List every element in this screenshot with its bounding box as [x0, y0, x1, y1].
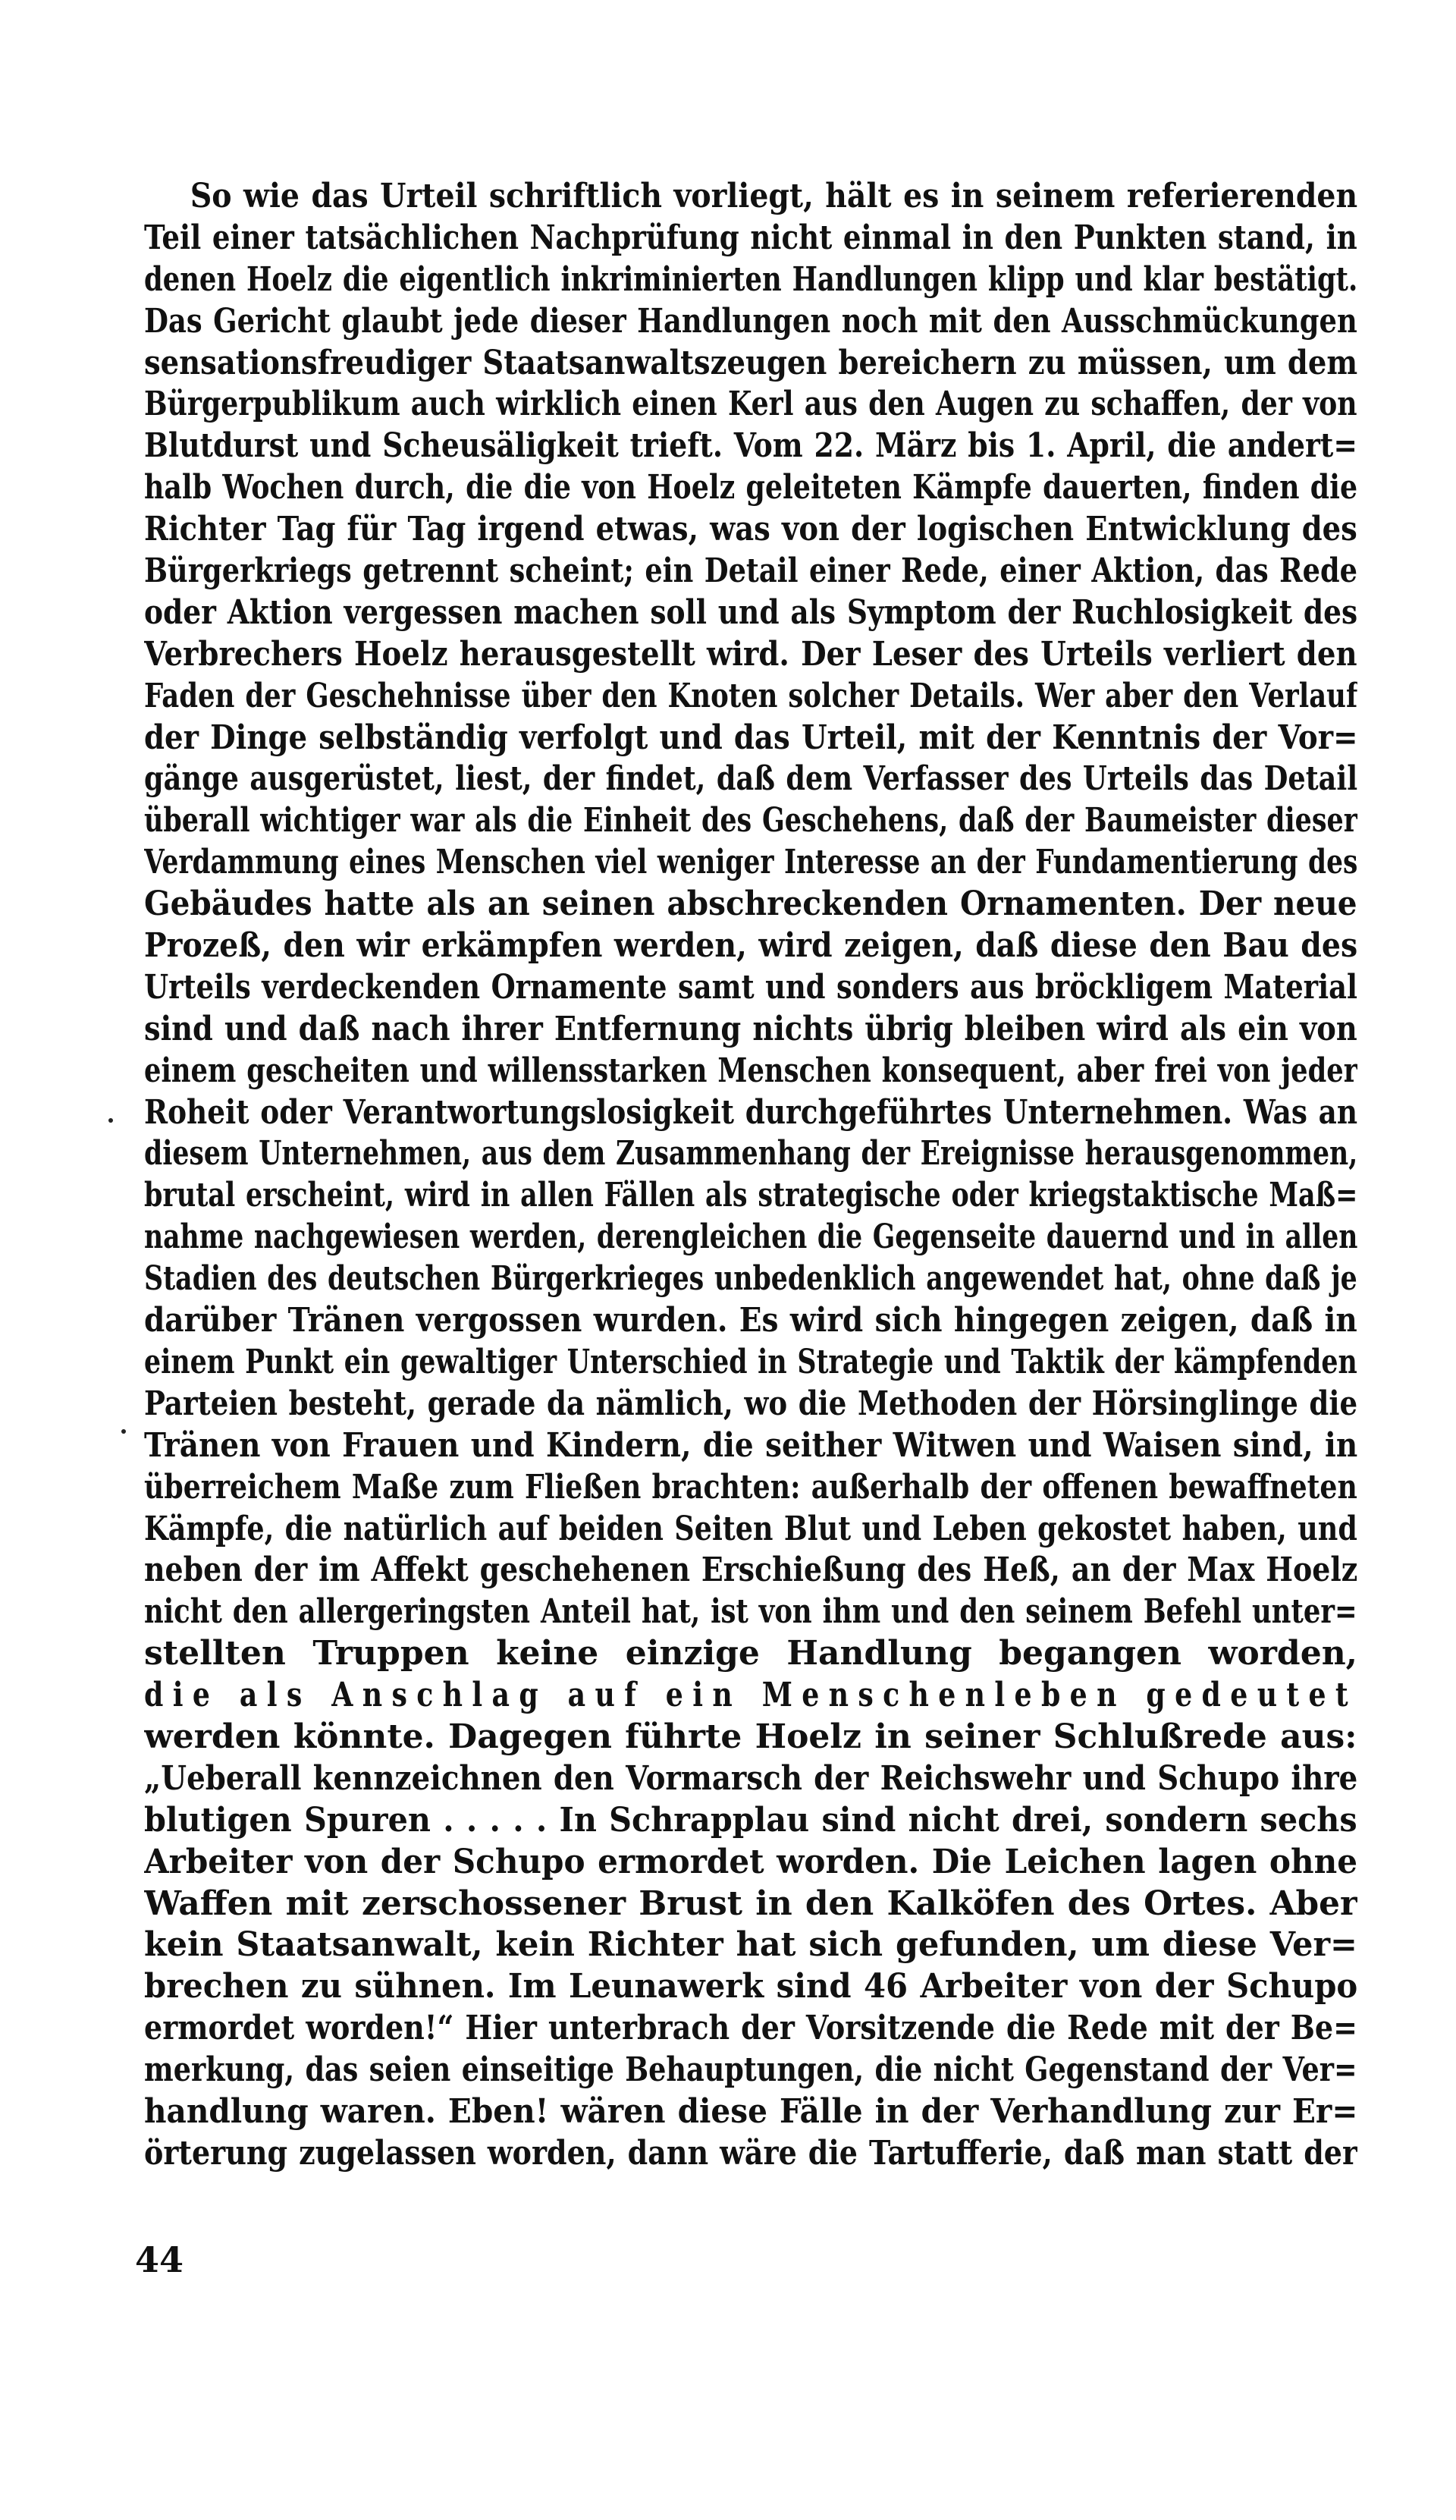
text-line: gänge ausgerüstet, liest, der findet, daß dem Verfasser des Urteils das Detail — [144, 759, 1358, 799]
text-line: Gebäudes hatte als an seinen abschreckenden Ornamenten. Der neue — [144, 885, 1357, 924]
text-line: nicht den allergeringsten Anteil hat, ist von ihm und den seinem Befehl unter= — [144, 1592, 1357, 1632]
text-line: Teil einer tatsächlichen Nachprüfung nicht einmal in den Punkten stand, in — [144, 218, 1357, 257]
text-line: merkung, das seien einseitige Behauptungen, die nicht Gegenstand der Ver= — [144, 2050, 1357, 2090]
text-line: ermordet worden!“ Hier unterbrach der Vorsitzende die Rede mit der Be= — [144, 2009, 1357, 2048]
text-line: werden könnte. Dagegen führte Hoelz in seiner Schlußrede aus: — [144, 1717, 1357, 1756]
text-line: Urteils verdeckenden Ornamente samt und sonders aus bröckligem Material — [144, 967, 1357, 1007]
text-line: Kämpfe, die natürlich auf beiden Seiten Blut und Leben gekostet haben, und — [144, 1509, 1357, 1548]
text-line: überall wichtiger war als die Einheit des Geschehens, daß der Baumeister dieser — [144, 801, 1358, 841]
text-line: Blutdurst und Scheusäligkeit trieft. Vom 22. März bis 1. April, die andert= — [144, 426, 1357, 466]
text-line: Waffen mit zerschossener Brust in den Kalköfen des Ortes. Aber — [144, 1884, 1357, 1923]
text-line: einem Punkt ein gewaltiger Unterschied in Strategie und Taktik der kämpfenden — [144, 1342, 1357, 1381]
text-line: halb Wochen durch, die die von Hoelz geleiteten Kämpfe dauerten, finden die — [144, 468, 1358, 507]
text-line: darüber Tränen vergossen wurden. Es wird sich hingegen zeigen, daß in — [144, 1301, 1357, 1340]
text-line: stellten Truppen keine einzige Handlung begangen worden, — [144, 1634, 1357, 1673]
text-line: Prozeß, den wir erkämpfen werden, wird zeigen, daß diese den Bau des — [144, 926, 1358, 966]
text-line: Bürgerpublikum auch wirklich einen Kerl aus den Augen zu schaffen, der von — [144, 385, 1357, 424]
text-line: Arbeiter von der Schupo ermordet worden. Die Leichen lagen ohne — [144, 1842, 1357, 1881]
text-line: oder Aktion vergessen machen soll und als Symptom der Ruchlosigkeit des — [144, 592, 1358, 632]
text-line: „Ueberall kennzeichnen den Vormarsch der Reichswehr und Schupo ihre — [144, 1758, 1358, 1798]
text-line: Stadien des deutschen Bürgerkrieges unbedenklich angewendet hat, ohne daß je — [144, 1259, 1357, 1299]
text-line: Bürgerkriegs getrennt scheint; ein Detail einer Rede, einer Aktion, das Rede — [144, 551, 1357, 591]
text-line: Tränen von Frauen und Kindern, die seither Witwen und Waisen sind, in — [144, 1425, 1357, 1465]
page-number: 44 — [135, 2239, 184, 2280]
print-speck — [121, 1429, 126, 1434]
text-line: sind und daß nach ihrer Entfernung nichts übrig bleiben wird als ein von — [144, 1009, 1357, 1048]
text-line: Faden der Geschehnisse über den Knoten solcher Details. Wer aber den Verlauf — [144, 676, 1357, 715]
text-line: örterung zugelassen worden, dann wäre die Tartufferie, daß man statt der — [144, 2133, 1358, 2173]
text-line: handlung waren. Eben! wären diese Fälle in der Verhandlung zur Er= — [144, 2091, 1358, 2131]
body-text — [144, 176, 1357, 2175]
text-line: Das Gericht glaubt jede dieser Handlungen noch mit den Ausschmückungen — [144, 301, 1357, 341]
text-line: blutigen Spuren . . . . . In Schrapplau sind nicht drei, sondern sechs — [144, 1800, 1357, 1840]
text-line: diesem Unternehmen, aus dem Zusammenhang der Ereignisse herausgenommen, — [144, 1134, 1357, 1174]
text-line: denen Hoelz die eigentlich inkriminierten Handlungen klipp und klar bestätigt. — [144, 259, 1357, 299]
text-line: neben der im Affekt geschehenen Erschießung des Heß, an der Max Hoelz — [144, 1551, 1358, 1590]
text-line: kein Staatsanwalt, kein Richter hat sich gefunden, um diese Ver= — [144, 1925, 1357, 1965]
text-line: sensationsfreudiger Staatsanwaltszeugen bereichern zu müssen, um dem — [144, 343, 1358, 382]
text-line: Verdammung eines Menschen viel weniger Interesse an der Fundamentierung des — [144, 843, 1358, 882]
text-line: brechen zu sühnen. Im Leunawerk sind 46 Arbeiter von der Schupo — [144, 1967, 1358, 2006]
text-line: einem gescheiten und willensstarken Menschen konsequent, aber frei von jeder — [144, 1051, 1357, 1090]
print-speck — [108, 1118, 113, 1123]
text-line: Parteien besteht, gerade da nämlich, wo die Methoden der Hörsinglinge die — [144, 1384, 1358, 1423]
text-line: Verbrechers Hoelz herausgestellt wird. Der Leser des Urteils verliert den — [144, 634, 1357, 674]
text-line: Richter Tag für Tag irgend etwas, was von der logischen Entwicklung des — [144, 510, 1357, 549]
text-line: So wie das Urteil schriftlich vorliegt, hält es in seinem referierenden — [190, 177, 1358, 215]
text-line: überreichem Maße zum Fließen brachten: außerhalb der offenen bewaffneten — [144, 1467, 1357, 1507]
text-line: brutal erscheint, wird in allen Fällen als strategische oder kriegstaktische Maß= — [144, 1176, 1358, 1215]
text-line: nahme nachgewiesen werden, derengleichen die Gegenseite dauernd und in allen — [144, 1218, 1358, 1257]
text-line: Roheit oder Verantwortungslosigkeit durchgeführtes Unternehmen. Was an — [144, 1092, 1358, 1132]
text-line: der Dinge selbständig verfolgt und das Urteil, mit der Kenntnis der Vor= — [144, 718, 1358, 757]
text-line-spaced: die als Anschlag auf ein Menschenleben gedeutet — [144, 1676, 1357, 1715]
